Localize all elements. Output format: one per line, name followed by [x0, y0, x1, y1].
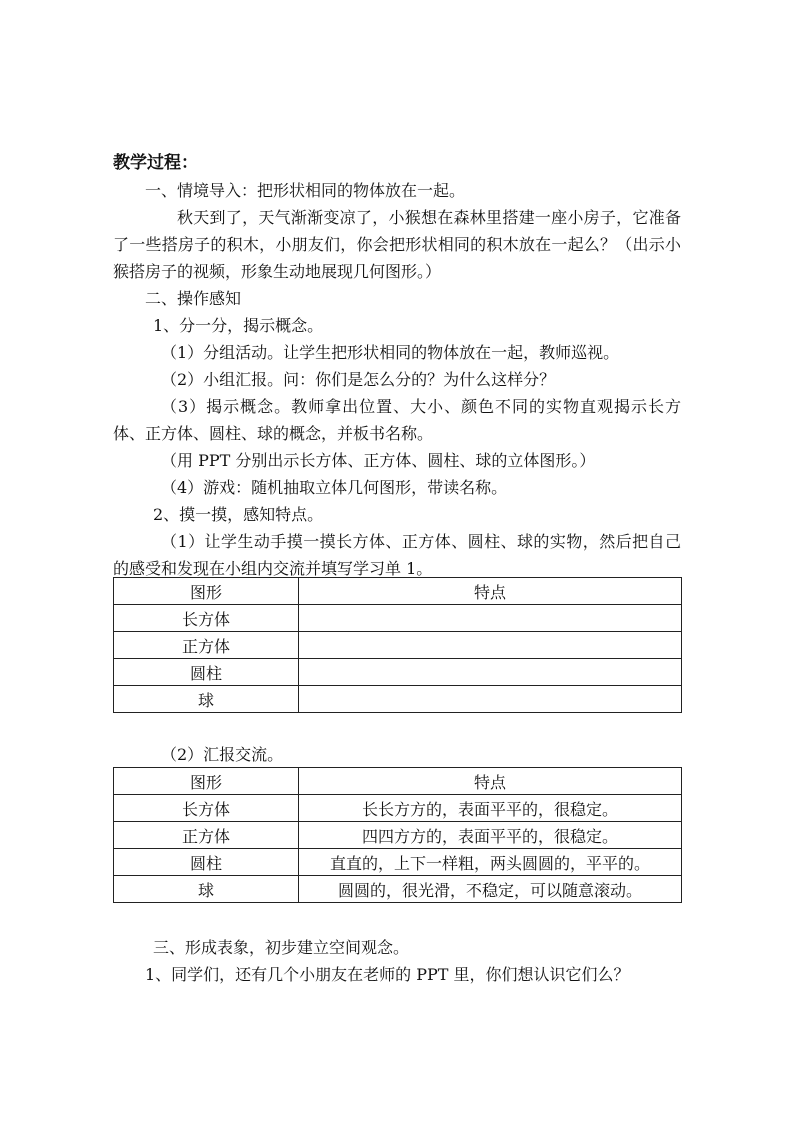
- table-header-cell: 图形: [114, 768, 299, 795]
- step2-item2: （2）汇报交流。: [161, 745, 284, 764]
- table-row: [114, 849, 682, 876]
- table-cell-shape: 圆柱: [114, 659, 299, 686]
- table-cell-shape: 长方体: [114, 605, 299, 632]
- worksheet-table-filled: [113, 767, 682, 903]
- table-header-cell: 特点: [299, 578, 682, 605]
- table-row: [114, 632, 682, 659]
- table-header-cell: 图形: [114, 578, 299, 605]
- table-cell-feature: [299, 686, 682, 713]
- step1-ppt-note: （用 PPT 分别出示长方体、正方体、圆柱、球的立体图形。）: [161, 451, 596, 470]
- table-cell-feature: [299, 632, 682, 659]
- table-cell-feature: 圆圆的，很光滑，不稳定，可以随意滚动。: [299, 876, 682, 903]
- section1-text: 秋天到了，天气渐渐变凉了，小猴想在森林里搭建一座小房子，它准备了一些搭房子的积木，小朋友们，你会把形状相同的积木放在一起么？（出示小猴搭房子的视频，形象生动地展现几何图形。）: [113, 208, 681, 281]
- table-cell-shape: 正方体: [114, 632, 299, 659]
- table-header-row: [114, 768, 682, 795]
- section3-heading: 三、形成表象，初步建立空间观念。: [153, 938, 410, 957]
- step1-item4: （4）游戏：随机抽取立体几何图形，带读名称。: [161, 478, 508, 497]
- table-cell-shape: 球: [114, 686, 299, 713]
- step2-heading: 2、摸一摸，感知特点。: [153, 505, 324, 524]
- step2-item1: （1）让学生动手摸一摸长方体、正方体、圆柱、球的实物，然后把自己的感受和发现在小组内交流并填写学习单 1。: [113, 532, 681, 578]
- table-row: [114, 605, 682, 632]
- section2-heading: 二、操作感知: [145, 289, 242, 308]
- table-cell-feature: 直直的，上下一样粗，两头圆圆的，平平的。: [299, 849, 682, 876]
- step1-item1: （1）分组活动。让学生把形状相同的物体放在一起，教师巡视。: [161, 343, 620, 362]
- table-cell-shape: 球: [114, 876, 299, 903]
- table-header-cell: 特点: [299, 768, 682, 795]
- table-row: [114, 686, 682, 713]
- section3-step1: 1、同学们，还有几个小朋友在老师的 PPT 里，你们想认识它们么？: [145, 965, 630, 984]
- table-row: [114, 822, 682, 849]
- worksheet-table-blank: [113, 577, 682, 713]
- table-cell-shape: 正方体: [114, 822, 299, 849]
- step1-item2: （2）小组汇报。问：你们是怎么分的？为什么这样分？: [161, 370, 556, 389]
- table-row: [114, 795, 682, 822]
- table-cell-shape: 长方体: [114, 795, 299, 822]
- table-row: [114, 876, 682, 903]
- table-cell-feature: [299, 605, 682, 632]
- section-title: 教学过程：: [113, 153, 198, 173]
- table-cell-feature: [299, 659, 682, 686]
- table-row: [114, 659, 682, 686]
- table-cell-shape: 圆柱: [114, 849, 299, 876]
- table-cell-feature: 长长方方的，表面平平的，很稳定。: [299, 795, 682, 822]
- table-header-row: [114, 578, 682, 605]
- step1-item3: （3）揭示概念。教师拿出位置、大小、颜色不同的实物直观揭示长方体、正方体、圆柱、球的概念，并板书名称。: [113, 397, 681, 443]
- section1-heading: 一、情境导入：把形状相同的物体放在一起。: [145, 181, 466, 200]
- table-cell-feature: 四四方方的，表面平平的，很稳定。: [299, 822, 682, 849]
- step1-heading: 1、分一分，揭示概念。: [153, 316, 324, 335]
